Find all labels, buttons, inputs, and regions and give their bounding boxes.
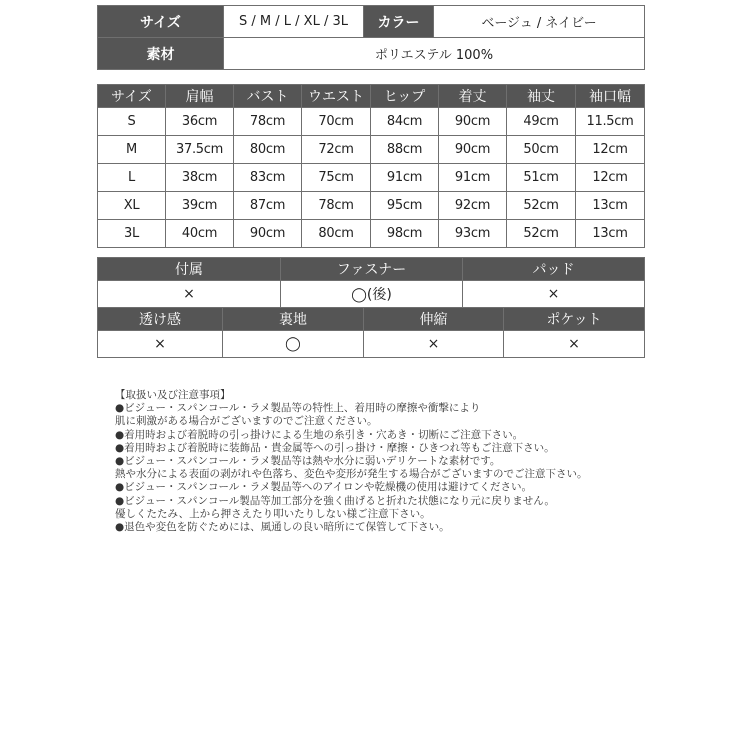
table-cell: 83cm (234, 164, 302, 192)
features-value-row (98, 281, 645, 308)
accessories-value: × (98, 281, 281, 308)
table-cell: 72cm (302, 136, 371, 164)
table-cell: 40cm (166, 220, 234, 248)
stretch-header: 伸縮 (364, 308, 504, 331)
table-cell: 52cm (507, 220, 576, 248)
table-cell: 38cm (166, 164, 234, 192)
zipper-header: ファスナー (281, 258, 463, 281)
table-cell: S (98, 108, 166, 136)
table-cell: 12cm (576, 136, 645, 164)
table-cell: 11.5cm (576, 108, 645, 136)
lining-header: 裏地 (223, 308, 364, 331)
size-label: サイズ (98, 6, 224, 38)
table-cell: 80cm (234, 136, 302, 164)
table-cell: 37.5cm (166, 136, 234, 164)
pad-value: × (463, 281, 645, 308)
table-cell: L (98, 164, 166, 192)
table-row (98, 136, 645, 164)
color-value: ベージュ / ネイビー (434, 6, 645, 38)
pocket-header: ポケット (504, 308, 645, 331)
size-chart-header: サイズ (98, 85, 166, 108)
table-cell: 93cm (439, 220, 507, 248)
table-cell: XL (98, 192, 166, 220)
table-cell: 13cm (576, 220, 645, 248)
size-chart-header: 着丈 (439, 85, 507, 108)
table-cell: 95cm (371, 192, 439, 220)
care-note-line: 熱や水分による表面の剥がれや色落ち、変色や変形が発生する場合がございますのでご注意下さい。 (115, 468, 588, 481)
size-chart-header: ヒップ (371, 85, 439, 108)
table-cell: 70cm (302, 108, 371, 136)
table-cell: 13cm (576, 192, 645, 220)
table-cell: 50cm (507, 136, 576, 164)
care-note-line: 優しくたたみ、上から押さえたり叩いたりしない様ご注意下さい。 (115, 507, 431, 520)
table-cell: 75cm (302, 164, 371, 192)
pocket-value: × (504, 331, 645, 358)
care-note-line: ●着用時および着脱時の引っ掛けによる生地の糸引き・穴あき・切断にご注意下さい。 (115, 428, 524, 441)
table-cell: 98cm (371, 220, 439, 248)
sheerness-value: × (98, 331, 223, 358)
table-row (98, 192, 645, 220)
info-row-material (98, 38, 645, 70)
table-cell: 90cm (234, 220, 302, 248)
accessories-header: 付属 (98, 258, 281, 281)
care-note-line: ●ビジュー・スパンコール・ラメ製品等は熱や水分に弱いデリケートな素材です。 (115, 455, 501, 468)
table-cell: 51cm (507, 164, 576, 192)
table-cell: 87cm (234, 192, 302, 220)
table-cell: 36cm (166, 108, 234, 136)
size-chart-header: バスト (234, 85, 302, 108)
size-chart-header-row (98, 85, 645, 108)
size-chart-header: 肩幅 (166, 85, 234, 108)
features-table-accessories (97, 257, 645, 308)
zipper-value: ◯(後) (281, 281, 463, 308)
care-note-line: ●退色や変色を防ぐためには、風通しの良い暗所にて保管して下さい。 (115, 521, 450, 534)
table-cell: 39cm (166, 192, 234, 220)
care-notes (115, 389, 715, 534)
table-cell: 90cm (439, 108, 507, 136)
sheerness-header: 透け感 (98, 308, 223, 331)
features-header-row (98, 308, 645, 331)
table-cell: 3L (98, 220, 166, 248)
care-note-line: ●着用時および着脱時に装飾品・貴金属等への引っ掛け・摩擦・ひきつれ等もご注意下さい。 (115, 441, 555, 454)
table-cell: 91cm (371, 164, 439, 192)
table-cell: 78cm (302, 192, 371, 220)
material-value: ポリエステル 100% (224, 38, 645, 70)
care-notes-title: 【取扱い及び注意事項】 (115, 389, 231, 401)
size-chart-header: ウエスト (302, 85, 371, 108)
features-table-fabric (97, 307, 645, 358)
features-header-row (98, 258, 645, 281)
size-chart-header: 袖丈 (507, 85, 576, 108)
care-note-line: ●ビジュー・スパンコール製品等加工部分を強く曲げると折れた状態になり元に戻りません。 (115, 494, 555, 507)
table-cell: 84cm (371, 108, 439, 136)
pad-header: パッド (463, 258, 645, 281)
size-value: S / M / L / XL / 3L (224, 6, 364, 38)
table-cell: 78cm (234, 108, 302, 136)
table-cell: 91cm (439, 164, 507, 192)
features-value-row (98, 331, 645, 358)
table-cell: 92cm (439, 192, 507, 220)
lining-value: ◯ (223, 331, 364, 358)
care-note-line: ●ビジュー・スパンコール・ラメ製品等の特性上、着用時の摩擦や衝撃により (115, 402, 481, 415)
care-note-line: ●ビジュー・スパンコール・ラメ製品等へのアイロンや乾燥機の使用は避けてください。 (115, 481, 532, 494)
table-row (98, 108, 645, 136)
table-cell: 90cm (439, 136, 507, 164)
color-label: カラー (364, 6, 434, 38)
size-chart-table (97, 84, 645, 248)
table-cell: 80cm (302, 220, 371, 248)
table-row (98, 220, 645, 248)
size-chart-header: 袖口幅 (576, 85, 645, 108)
table-cell: 12cm (576, 164, 645, 192)
stretch-value: × (364, 331, 504, 358)
care-note-line: 肌に刺激がある場合がございますのでご注意ください。 (115, 415, 378, 428)
table-row (98, 164, 645, 192)
info-row-size-color (98, 6, 645, 38)
table-cell: 52cm (507, 192, 576, 220)
table-cell: 49cm (507, 108, 576, 136)
material-label: 素材 (98, 38, 224, 70)
table-cell: M (98, 136, 166, 164)
product-info-table (97, 5, 645, 70)
table-cell: 88cm (371, 136, 439, 164)
